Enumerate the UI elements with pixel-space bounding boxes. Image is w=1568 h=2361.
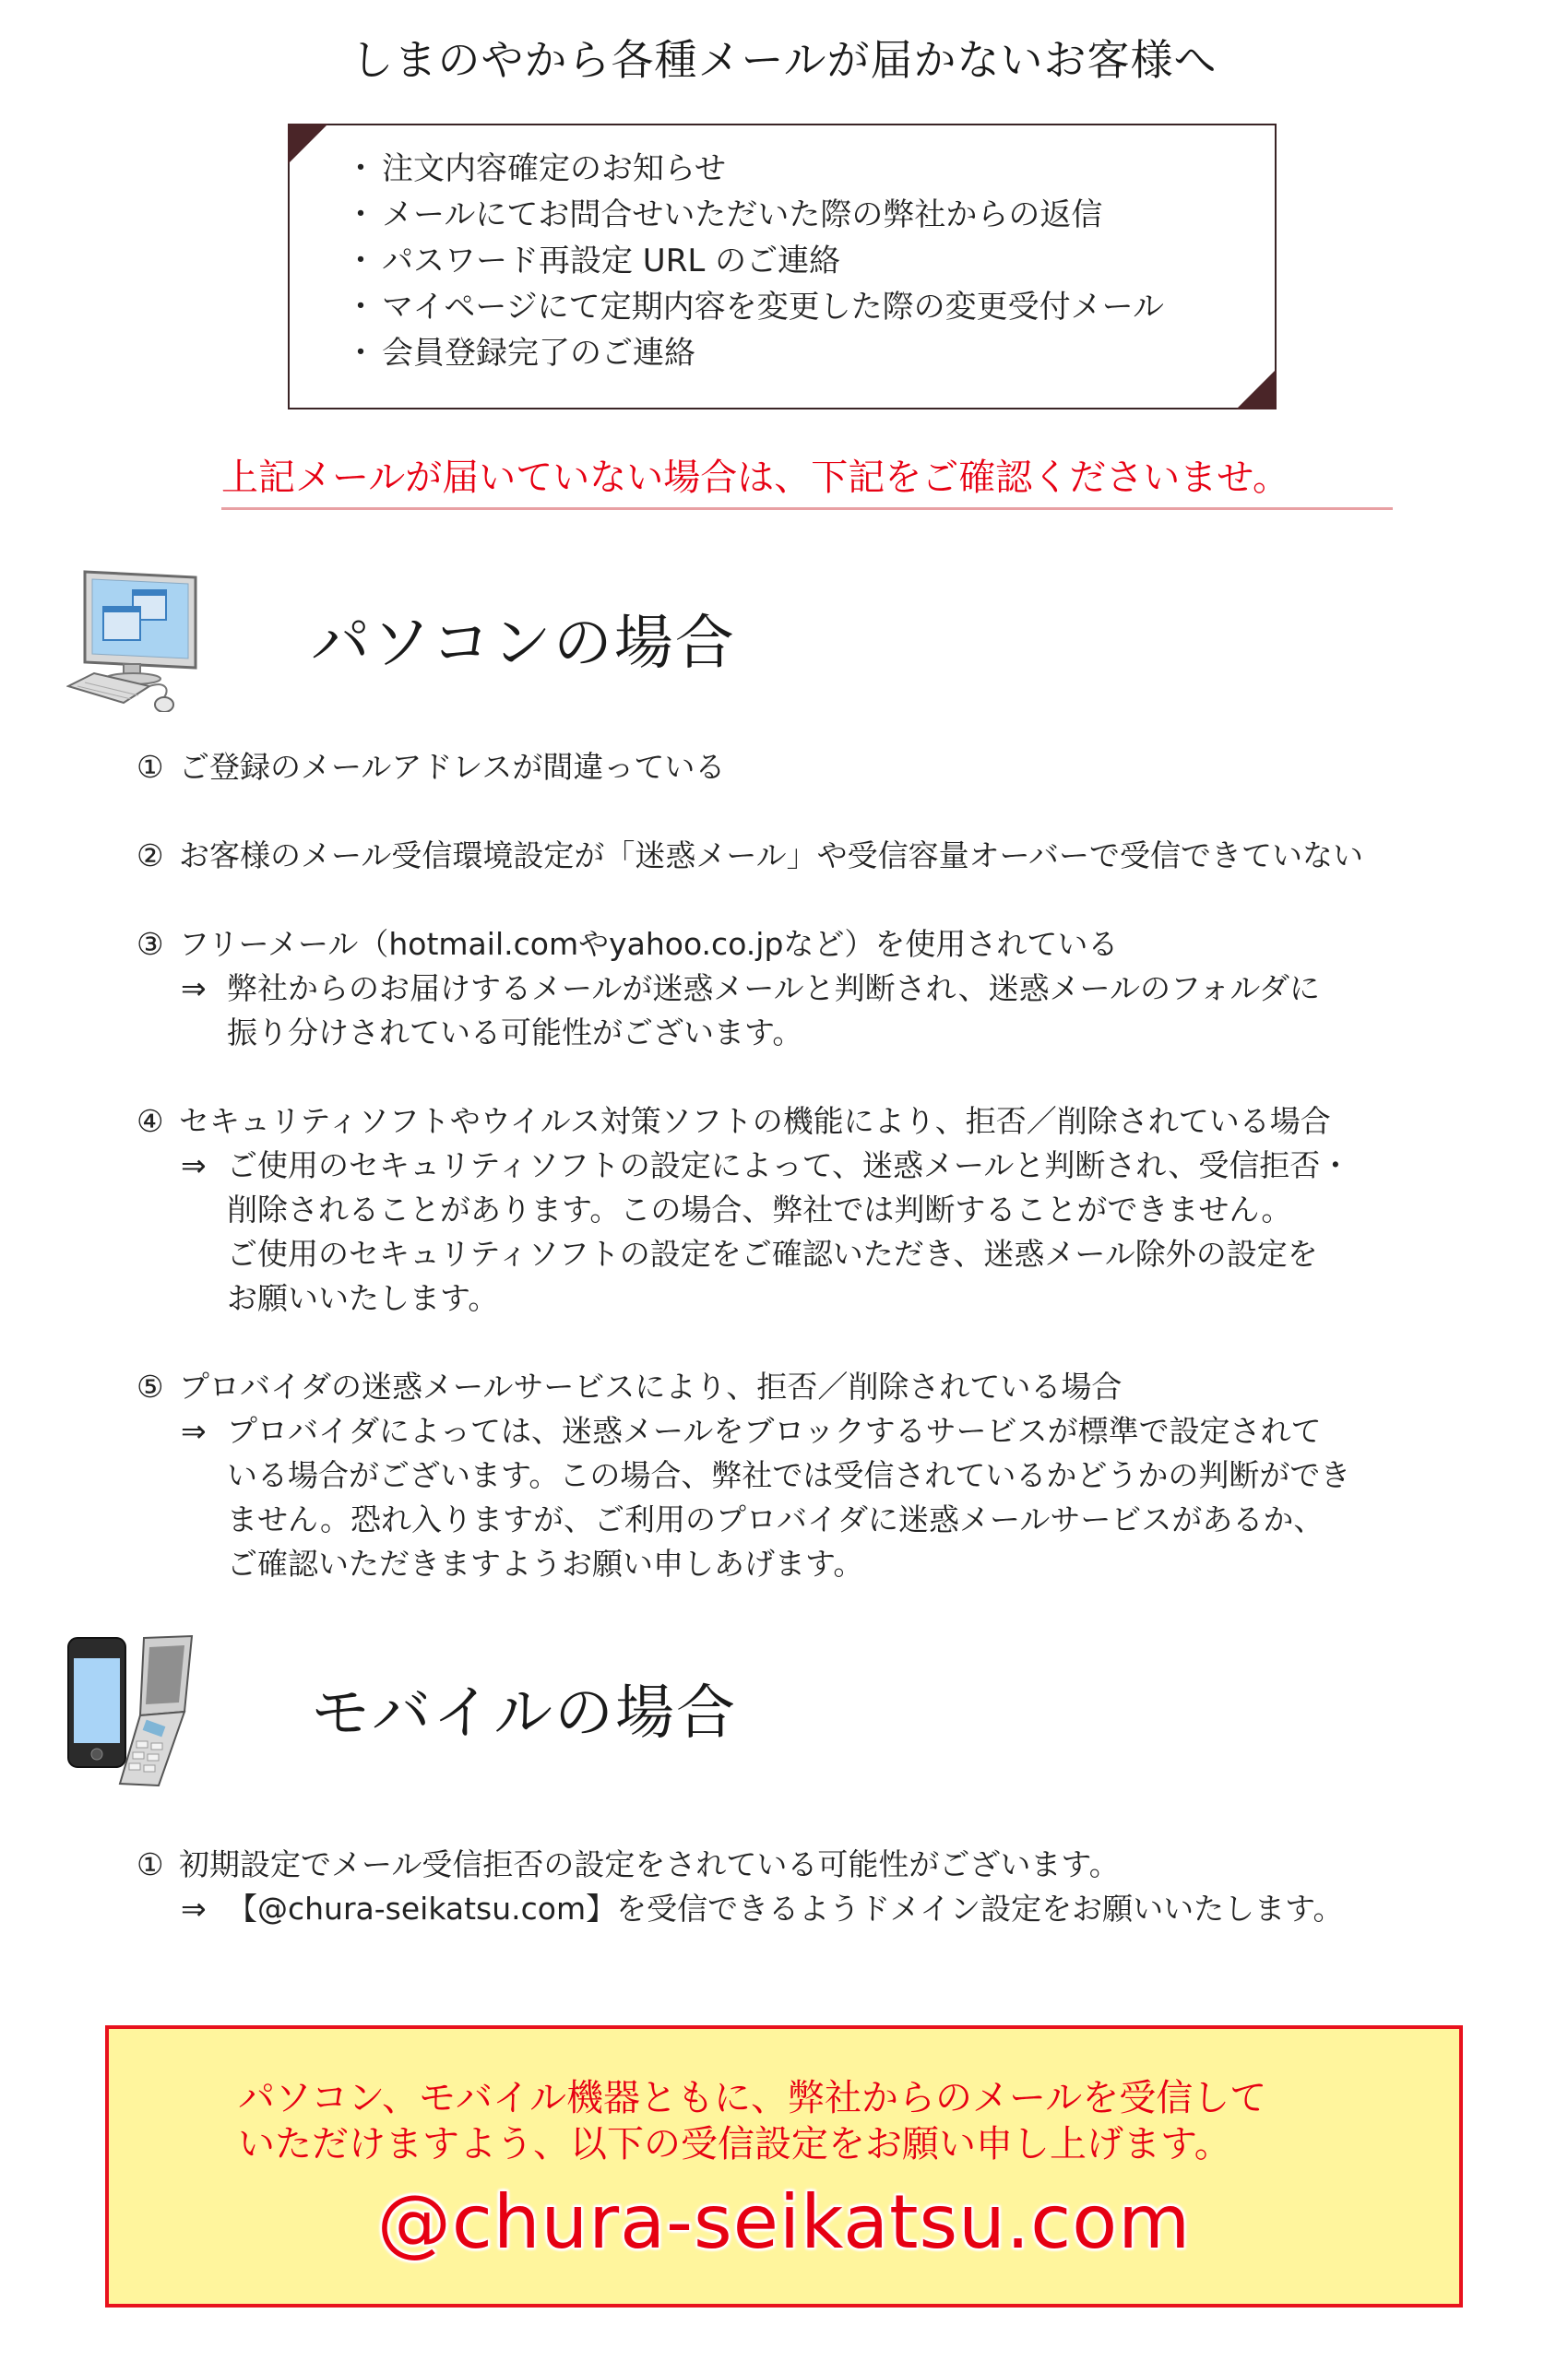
- list-item: [345, 146, 1164, 192]
- corner-decoration-bottom-right: [1236, 369, 1277, 409]
- cause-item: [137, 1843, 1343, 1931]
- cause-item: [137, 834, 1363, 878]
- list-item: [345, 330, 1164, 376]
- callout-line: いただけますよう、以下の受信設定をお願い申し上げます。: [238, 2123, 1231, 2165]
- pc-section-header: [66, 564, 736, 712]
- detail-line: お願いいたします。: [227, 1280, 499, 1316]
- list-item-text: パスワード再設定 URL のご連絡: [382, 243, 841, 279]
- detail-line: ご確認いただきますようお願い申しあげます。: [227, 1546, 864, 1582]
- arrow-icon: ⇒: [181, 1891, 207, 1927]
- cause-item: [137, 1365, 1350, 1586]
- detail-line: 【@chura-seikatsu.com】を受信できるようドメイン設定をお願いいたします。: [227, 1891, 1344, 1927]
- cause-item: [137, 922, 1320, 1055]
- list-item-text: 会員登録完了のご連絡: [382, 335, 695, 372]
- item-detail: [137, 967, 1320, 1055]
- arrow-icon: ⇒: [181, 970, 207, 1006]
- list-item-text: マイページにて定期内容を変更した際の変更受付メール: [382, 289, 1164, 326]
- detail-line: 振り分けされている可能性がございます。: [227, 1014, 803, 1050]
- arrow-icon: ⇒: [181, 1413, 207, 1449]
- list-item: [345, 192, 1164, 238]
- bullet: ・: [345, 243, 376, 279]
- bullet: ・: [345, 196, 376, 233]
- list-item: [345, 284, 1164, 330]
- desktop-computer-icon: [66, 564, 205, 712]
- item-text: セキュリティソフトやウイルス対策ソフトの機能により、拒否／削除されている場合: [179, 1103, 1331, 1139]
- bullet: ・: [345, 150, 376, 187]
- item-number: ④: [137, 1103, 164, 1139]
- item-text: フリーメール（hotmail.comやyahoo.co.jpなど）を使用されている: [179, 926, 1119, 962]
- corner-decoration-top-left: [288, 124, 328, 164]
- detail-line: プロバイダによっては、迷惑メールをブロックするサービスが標準で設定されて: [227, 1413, 1322, 1449]
- domain-setting-callout: [105, 2025, 1463, 2308]
- item-text: お客様のメール受信環境設定が「迷惑メール」や受信容量オーバーで受信できていない: [179, 837, 1364, 873]
- item-number: ⑤: [137, 1369, 164, 1405]
- alert-message: 上記メールが届いていない場合は、下記をご確認くださいませ。: [221, 452, 1393, 510]
- item-number: ③: [137, 926, 164, 962]
- cause-item: [137, 745, 725, 789]
- detail-line: 削除されることがあります。この場合、弊社では判断することができません。: [227, 1192, 1292, 1228]
- list-item: [345, 238, 1164, 284]
- item-detail: [137, 1409, 1350, 1586]
- bullet: ・: [345, 289, 376, 326]
- mobile-section-header: [66, 1634, 737, 1782]
- detail-line: 弊社からのお届けするメールが迷惑メールと判断され、迷惑メールのフォルダに: [227, 970, 1321, 1006]
- detail-line: ません。恐れ入りますが、ご利用のプロバイダに迷惑メールサービスがあるか、: [227, 1501, 1324, 1537]
- allowed-domain: @chura-seikatsu.com: [376, 2179, 1192, 2265]
- mobile-phones-icon: [66, 1634, 205, 1782]
- item-number: ①: [137, 749, 164, 785]
- detail-line: ご使用のセキュリティソフトの設定によって、迷惑メールと判断され、受信拒否・: [227, 1147, 1351, 1183]
- item-text: 初期設定でメール受信拒否の設定をされている可能性がございます。: [179, 1846, 1120, 1882]
- item-number: ②: [137, 837, 164, 873]
- section-title: パソコンの場合: [311, 610, 736, 678]
- item-text: ご登録のメールアドレスが間違っている: [179, 749, 726, 785]
- item-number: ①: [137, 1846, 164, 1882]
- email-types-list: [345, 146, 1164, 376]
- list-item-text: 注文内容確定のお知らせ: [382, 150, 726, 187]
- detail-line: ご使用のセキュリティソフトの設定をご確認いただき、迷惑メール除外の設定を: [227, 1236, 1318, 1272]
- detail-line: いる場合がございます。この場合、弊社では受信されているかどうかの判断ができ: [227, 1457, 1351, 1493]
- item-text: プロバイダの迷惑メールサービスにより、拒否／削除されている場合: [179, 1369, 1123, 1405]
- bullet: ・: [345, 335, 376, 372]
- email-types-box: [288, 124, 1277, 409]
- arrow-icon: ⇒: [181, 1147, 207, 1183]
- page-title: しまのやから各種メールが届かないお客様へ: [350, 35, 1218, 85]
- item-detail: [137, 1887, 1343, 1931]
- callout-message: [238, 2075, 1266, 2167]
- callout-line: パソコン、モバイル機器ともに、弊社からのメールを受信して: [238, 2077, 1267, 2119]
- section-title: モバイルの場合: [311, 1679, 737, 1748]
- list-item-text: メールにてお問合せいただいた際の弊社からの返信: [382, 196, 1103, 233]
- cause-item: [137, 1099, 1350, 1321]
- item-detail: [137, 1144, 1350, 1321]
